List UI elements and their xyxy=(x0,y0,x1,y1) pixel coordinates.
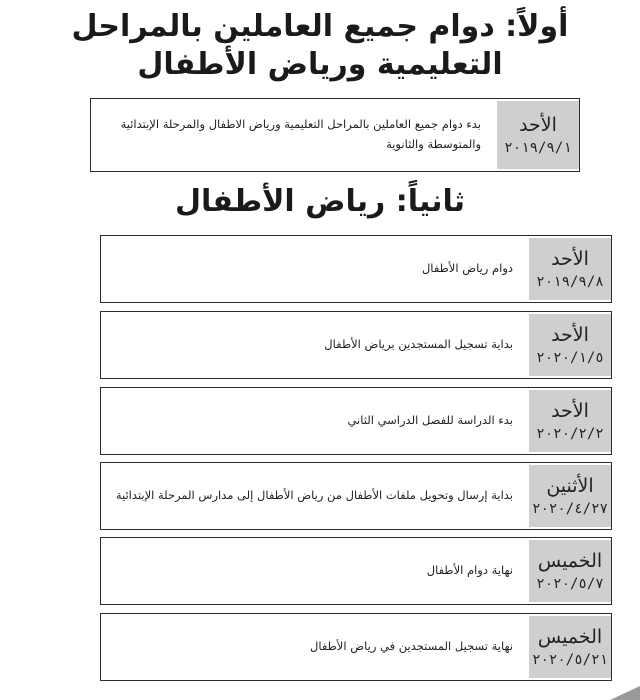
date-box xyxy=(529,616,611,678)
date-label: ٢٠٢٠/١/٥ xyxy=(536,350,604,367)
day-label: الخميس xyxy=(537,625,603,648)
schedule-card-2-2 xyxy=(100,311,612,379)
date-box xyxy=(529,390,611,452)
date-label: ٢٠٢٠/٢/٢ xyxy=(536,426,604,443)
date-label: ٢٠١٩/٩/١ xyxy=(504,140,572,157)
schedule-card-2-3 xyxy=(100,387,612,455)
day-label: الأثنين xyxy=(546,474,594,497)
schedule-card-2-6 xyxy=(100,613,612,681)
date-box xyxy=(529,465,611,527)
event-description: بداية تسجيل المستجدين برياض الأطفال xyxy=(324,337,513,352)
date-box xyxy=(497,101,579,169)
date-label: ٢٠٢٠/٤/٢٧ xyxy=(532,501,608,518)
schedule-card-2-1 xyxy=(100,235,612,303)
day-label: الأحد xyxy=(551,247,589,270)
day-label: الأحد xyxy=(551,399,589,422)
date-box xyxy=(529,238,611,300)
event-description: بدء الدراسة للفصل الدراسي الثاني xyxy=(347,413,513,428)
section-2-title: ثانياً: رياض الأطفال xyxy=(174,184,466,219)
date-label: ٢٠٢٠/٥/٢١ xyxy=(532,652,608,669)
date-box xyxy=(529,540,611,602)
section-1-title: أولاً: دوام جميع العاملين بالمراحل التعليمية ورياض الأطفال xyxy=(71,9,569,82)
schedule-card-2-4 xyxy=(100,462,612,530)
schedule-card-2-5 xyxy=(100,537,612,605)
day-label: الأحد xyxy=(519,113,557,136)
corner-triangle-icon xyxy=(610,686,640,700)
date-label: ٢٠٢٠/٥/٧ xyxy=(536,576,604,593)
event-description: نهاية دوام الأطفال xyxy=(426,563,513,578)
day-label: الخميس xyxy=(537,549,603,572)
event-description: نهاية تسجيل المستجدين في رياض الأطفال xyxy=(309,639,513,654)
schedule-card-1-1 xyxy=(90,98,580,172)
event-description: بدء دوام جميع العاملين بالمراحل التعليمية ورياض الاطفال والمرحلة الإبتدائية والمتوسطة والثانوية xyxy=(120,117,481,151)
date-box xyxy=(529,314,611,376)
event-description: دوام رياض الأطفال xyxy=(421,261,513,276)
day-label: الأحد xyxy=(551,323,589,346)
event-description: بداية إرسال وتحويل ملفات الأطفال من رياض الأطفال إلى مدارس المرحلة الإبتدائية xyxy=(115,488,513,503)
date-label: ٢٠١٩/٩/٨ xyxy=(536,274,604,291)
